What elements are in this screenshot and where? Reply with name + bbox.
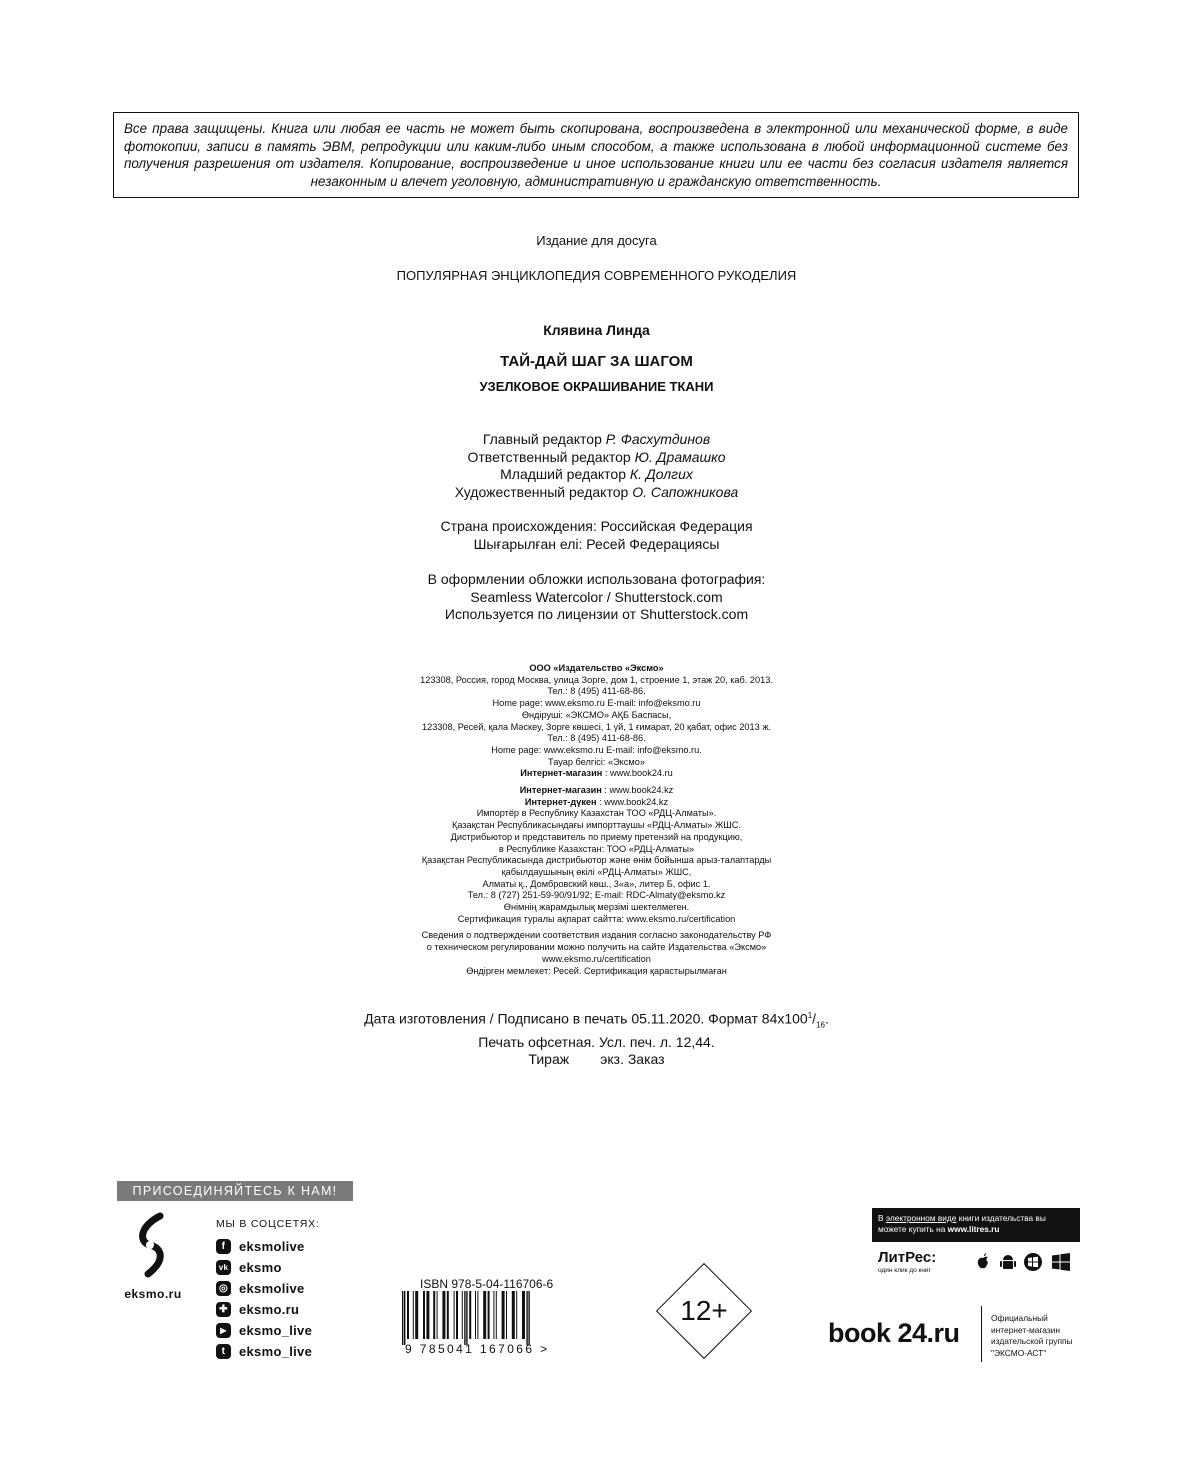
odnoklassniki-icon: ✚ <box>216 1302 231 1317</box>
twitter-icon: t <box>216 1344 231 1359</box>
barcode-bar <box>469 1291 471 1339</box>
isbn-label: ISBN 978-5-04-116706-6 <box>420 1277 554 1291</box>
barcode-bar <box>477 1291 478 1339</box>
barcode-bar <box>522 1291 525 1339</box>
barcode-bar <box>447 1291 449 1339</box>
litres-banner[interactable]: В электронном виде книги издательства вы можете купить на www.litres.ru <box>872 1208 1080 1242</box>
barcode-guard-bar <box>528 1291 529 1345</box>
book24-logo[interactable]: book 24.ru <box>828 1318 960 1348</box>
author-name: Клявина Линда <box>543 322 650 338</box>
barcode-bar <box>462 1291 463 1339</box>
barcode-bar <box>442 1291 445 1339</box>
barcode-bar <box>426 1291 429 1339</box>
rights-notice: Все права защищены. Книга или любая ее часть не может быть скопирована, воспроизведена в электронной или механической форме, в виде фотокопии, записи в память ЭВМ, репродукции или каким-либо иным способом, а также использована в любой информационной системе без получения разрешения от издателя. Копирование, воспроизведение и иное использование книги или ее части без согласия издателя является незаконным и влечет уголовную, административную и гражданскую ответственность. <box>113 112 1079 198</box>
android-icon[interactable] <box>998 1252 1018 1272</box>
apple-icon[interactable] <box>973 1252 993 1272</box>
barcode-bar <box>502 1291 505 1339</box>
vk-icon: vk <box>216 1260 231 1275</box>
barcode-bar <box>407 1291 409 1339</box>
barcode-bar <box>488 1291 490 1339</box>
editor-line: Художественный редактор О. Сапожникова <box>454 483 739 500</box>
social-link-twitter[interactable]: t eksmo_live <box>216 1341 312 1361</box>
barcode-bar <box>415 1291 418 1339</box>
barcode-bar <box>456 1291 458 1339</box>
barcode-bar <box>506 1291 507 1339</box>
cover-credit: В оформлении обложки использована фотография: Seamless Watercolor / Shutterstock.com Используется по лицензии от Shutterstock.com <box>427 571 766 622</box>
barcode-guard-bar <box>466 1291 467 1345</box>
series-title: ПОПУЛЯРНАЯ ЭНЦИКЛОПЕДИЯ СОВРЕМЕННОГО РУКОДЕЛИЯ <box>396 268 797 283</box>
barcode-guard-bar <box>404 1291 405 1345</box>
barcode <box>398 1291 584 1345</box>
social-link-vk[interactable]: vk eksmo <box>216 1257 282 1277</box>
facebook-icon: f <box>216 1239 231 1254</box>
imprint-block: ООО «Издательство «Эксмо» 123308, Россия, город Москва, улица Зорге, дом 1, строение 1, этаж 20, каб. 2013. Тел.: 8 (495) 411-68-86. Home page: www.eksmo.ru E-mail: info@eksmo.ru Өндіруші: «ЭКСМО» АҚБ Баспасы, 123308, Ресей, қала Мәскеу, Зорге көшесі, 1 үй, 1 ғимарат, 20 қабат, офис 2013 ж. Тел.: 8 (495) 411-68-86. Home page: www.eksmo.ru E-mail: info@eksmo.ru. Тауар белгісі: «Эксмо» Интернет-магазин : www.book24.ru Интернет-магазин : www.book24.kz Интернет-дүкен : www.book24.kz Импортёр в Республику Казахстан ТОО «РДЦ-Алматы». Қазақстан Республикасындағы импорттаушы «РДЦ-Алматы» ЖШС. Дистрибьютор и представитель по приему претензий на продукцию, в Республике Казахстан: ТОО «РДЦ-Алматы» Қазақстан Республикасында дистрибьютор және өнім бойынша арыз-талаптарды қабылдаушының өкілі «РДЦ-Алматы» ЖШС, Алматы қ., Домбровский көш., 3«а», литер Б, офис 1. Тел.: 8 (727) 251-59-90/91/92; E-mail: RDC-Almaty@eksmo.kz Өнімнің жарамдылық мерзімі шектелмеген. Сертификация туралы ақпарат сайтта: www.eksmo.ru/certification Сведения о подтверждении соответствия издания согласно законодательству РФ о техническом регулировании можно получить на сайте Издательства «Эксмо» www.eksmo.ru/certification Өндірген мемлекет: Ресей. Сертификация қарастырылмаған <box>420 663 773 976</box>
barcode-bar <box>413 1291 414 1339</box>
barcode-bar <box>423 1291 425 1339</box>
social-link-facebook[interactable]: f eksmolive <box>216 1236 305 1256</box>
barcode-bar <box>496 1291 497 1339</box>
book-title: ТАЙ-ДАЙ ШАГ ЗА ШАГОМ <box>500 353 693 370</box>
editors-block <box>0 431 1193 501</box>
edition-type: Издание для досуга <box>536 233 657 248</box>
barcode-bar <box>516 1291 517 1339</box>
barcode-guard-bar <box>526 1291 527 1345</box>
editor-line: Ответственный редактор Ю. Драмашко <box>467 448 726 465</box>
barcode-bar <box>475 1291 476 1339</box>
barcode-guard-bar <box>464 1291 465 1345</box>
eksmo-swirl-icon <box>130 1212 176 1278</box>
instagram-icon: ◎ <box>216 1281 231 1296</box>
book-subtitle: УЗЕЛКОВОЕ ОКРАШИВАНИЕ ТКАНИ <box>479 379 714 394</box>
barcode-bar <box>433 1291 435 1339</box>
book24-divider <box>981 1306 982 1362</box>
age-rating-badge <box>656 1263 752 1359</box>
barcode-digits: 9 785041 167066 > <box>405 1342 550 1356</box>
social-heading: МЫ В СОЦСЕТЯХ: <box>216 1218 320 1230</box>
social-link-youtube[interactable]: ▶ eksmo_live <box>216 1320 312 1340</box>
print-info: Дата изготовления / Подписано в печать 05.11.2020. Формат $84x100^1/_{16}$. Печать офсетная. Усл. печ. л. 12,44. Тираж экз. Заказ <box>364 1010 829 1068</box>
eksmo-logo[interactable] <box>118 1212 188 1301</box>
age-rating-text: 12+ <box>680 1295 728 1326</box>
barcode-bar <box>454 1291 455 1339</box>
editor-line: Младший редактор К. Долгих <box>500 466 693 482</box>
barcode-guard-bar <box>402 1291 403 1345</box>
eksmo-site-label: eksmo.ru <box>124 1287 182 1301</box>
book24-description: Официальный интернет-магазин издательской группы "ЭКСМО-АСТ" <box>991 1313 1073 1358</box>
litres-logo[interactable]: ЛитРес: один клик до книг <box>878 1249 937 1274</box>
editor-line: Главный редактор Р. Фасхутдинов <box>482 431 711 447</box>
windows-icon[interactable] <box>1051 1252 1071 1272</box>
barcode-bar <box>493 1291 494 1339</box>
social-link-odnoklassniki[interactable]: ✚ eksmo.ru <box>216 1299 299 1319</box>
barcode-bar <box>437 1291 438 1339</box>
windows-phone-icon[interactable] <box>1023 1252 1043 1272</box>
origin-block: Страна происхождения: Российская Федерация Шығарылған елі: Ресей Федерациясы <box>440 518 753 552</box>
barcode-bar <box>512 1291 515 1339</box>
youtube-icon: ▶ <box>216 1323 231 1338</box>
barcode-bar <box>483 1291 486 1339</box>
social-link-instagram[interactable]: ◎ eksmolive <box>216 1278 305 1298</box>
join-banner: ПРИСОЕДИНЯЙТЕСЬ К НАМ! <box>117 1181 353 1201</box>
